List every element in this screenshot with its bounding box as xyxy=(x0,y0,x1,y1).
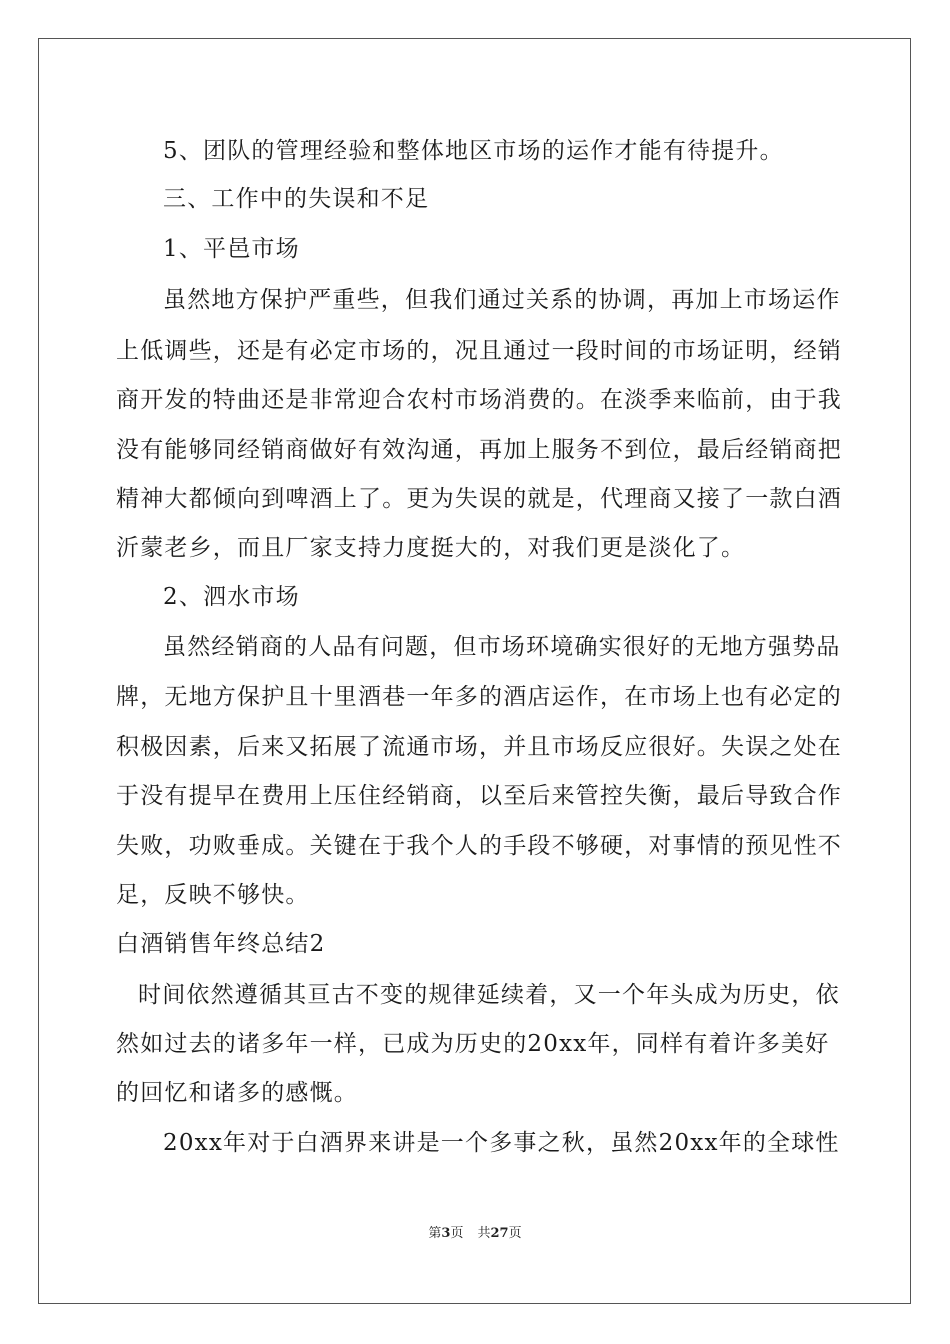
document-title: 白酒销售年终总结2 xyxy=(116,931,326,957)
subheading-sishui-market: 2、泗水市场 xyxy=(163,584,300,610)
subheading-pingyi-market: 1、平邑市场 xyxy=(163,236,300,262)
paragraph-line: 足，反映不够快。 xyxy=(116,882,310,908)
paragraph-line: 上低调些，还是有必定市场的，况且通过一段时间的市场证明，经销 xyxy=(116,338,842,364)
paragraph-line: 的回忆和诸多的感慨。 xyxy=(116,1080,358,1106)
paragraph-line: 时间依然遵循其亘古不变的规律延续着，又一个年头成为历史，依 xyxy=(138,982,840,1008)
paragraph-line: 虽然经销商的人品有问题，但市场环境确实很好的无地方强势品 xyxy=(163,634,841,660)
list-item-team-experience: 5、团队的管理经验和整体地区市场的运作才能有待提升。 xyxy=(163,138,784,164)
section-heading-mistakes: 三、工作中的失误和不足 xyxy=(163,186,430,212)
page-number: 3 xyxy=(441,1226,451,1241)
paragraph-line: 精神大都倾向到啤酒上了。更为失误的就是，代理商又接了一款白酒 xyxy=(116,486,842,512)
total-suffix: 页 xyxy=(508,1226,522,1241)
paragraph-line: 积极因素，后来又拓展了流通市场，并且市场反应很好。失误之处在 xyxy=(116,734,842,760)
paragraph-line: 牌，无地方保护且十里酒巷一年多的酒店运作，在市场上也有必定的 xyxy=(116,684,842,710)
paragraph-line: 于没有提早在费用上压住经销商，以至后来管控失衡，最后导致合作 xyxy=(116,783,842,809)
page-suffix: 页 xyxy=(450,1226,464,1241)
page-footer xyxy=(0,1222,950,1241)
page-border xyxy=(38,38,911,1304)
paragraph-line: 商开发的特曲还是非常迎合农村市场消费的。在淡季来临前，由于我 xyxy=(116,387,842,413)
total-prefix: 共 xyxy=(477,1226,491,1241)
paragraph-line: 失败，功败垂成。关键在于我个人的手段不够硬，对事情的预见性不 xyxy=(116,833,842,859)
paragraph-line: 然如过去的诸多年一样，已成为历史的20xx年，同样有着许多美好 xyxy=(116,1031,830,1057)
paragraph-line: 沂蒙老乡，而且厂家支持力度挺大的，对我们更是淡化了。 xyxy=(116,535,746,561)
paragraph-line: 虽然地方保护严重些，但我们通过关系的协调，再加上市场运作 xyxy=(163,287,841,313)
page-prefix: 第 xyxy=(428,1226,442,1241)
total-pages: 27 xyxy=(490,1226,509,1241)
paragraph-line: 没有能够同经销商做好有效沟通，再加上服务不到位，最后经销商把 xyxy=(116,437,842,463)
paragraph-line: 20xx年对于白酒界来讲是一个多事之秋，虽然20xx年的全球性 xyxy=(163,1130,840,1156)
